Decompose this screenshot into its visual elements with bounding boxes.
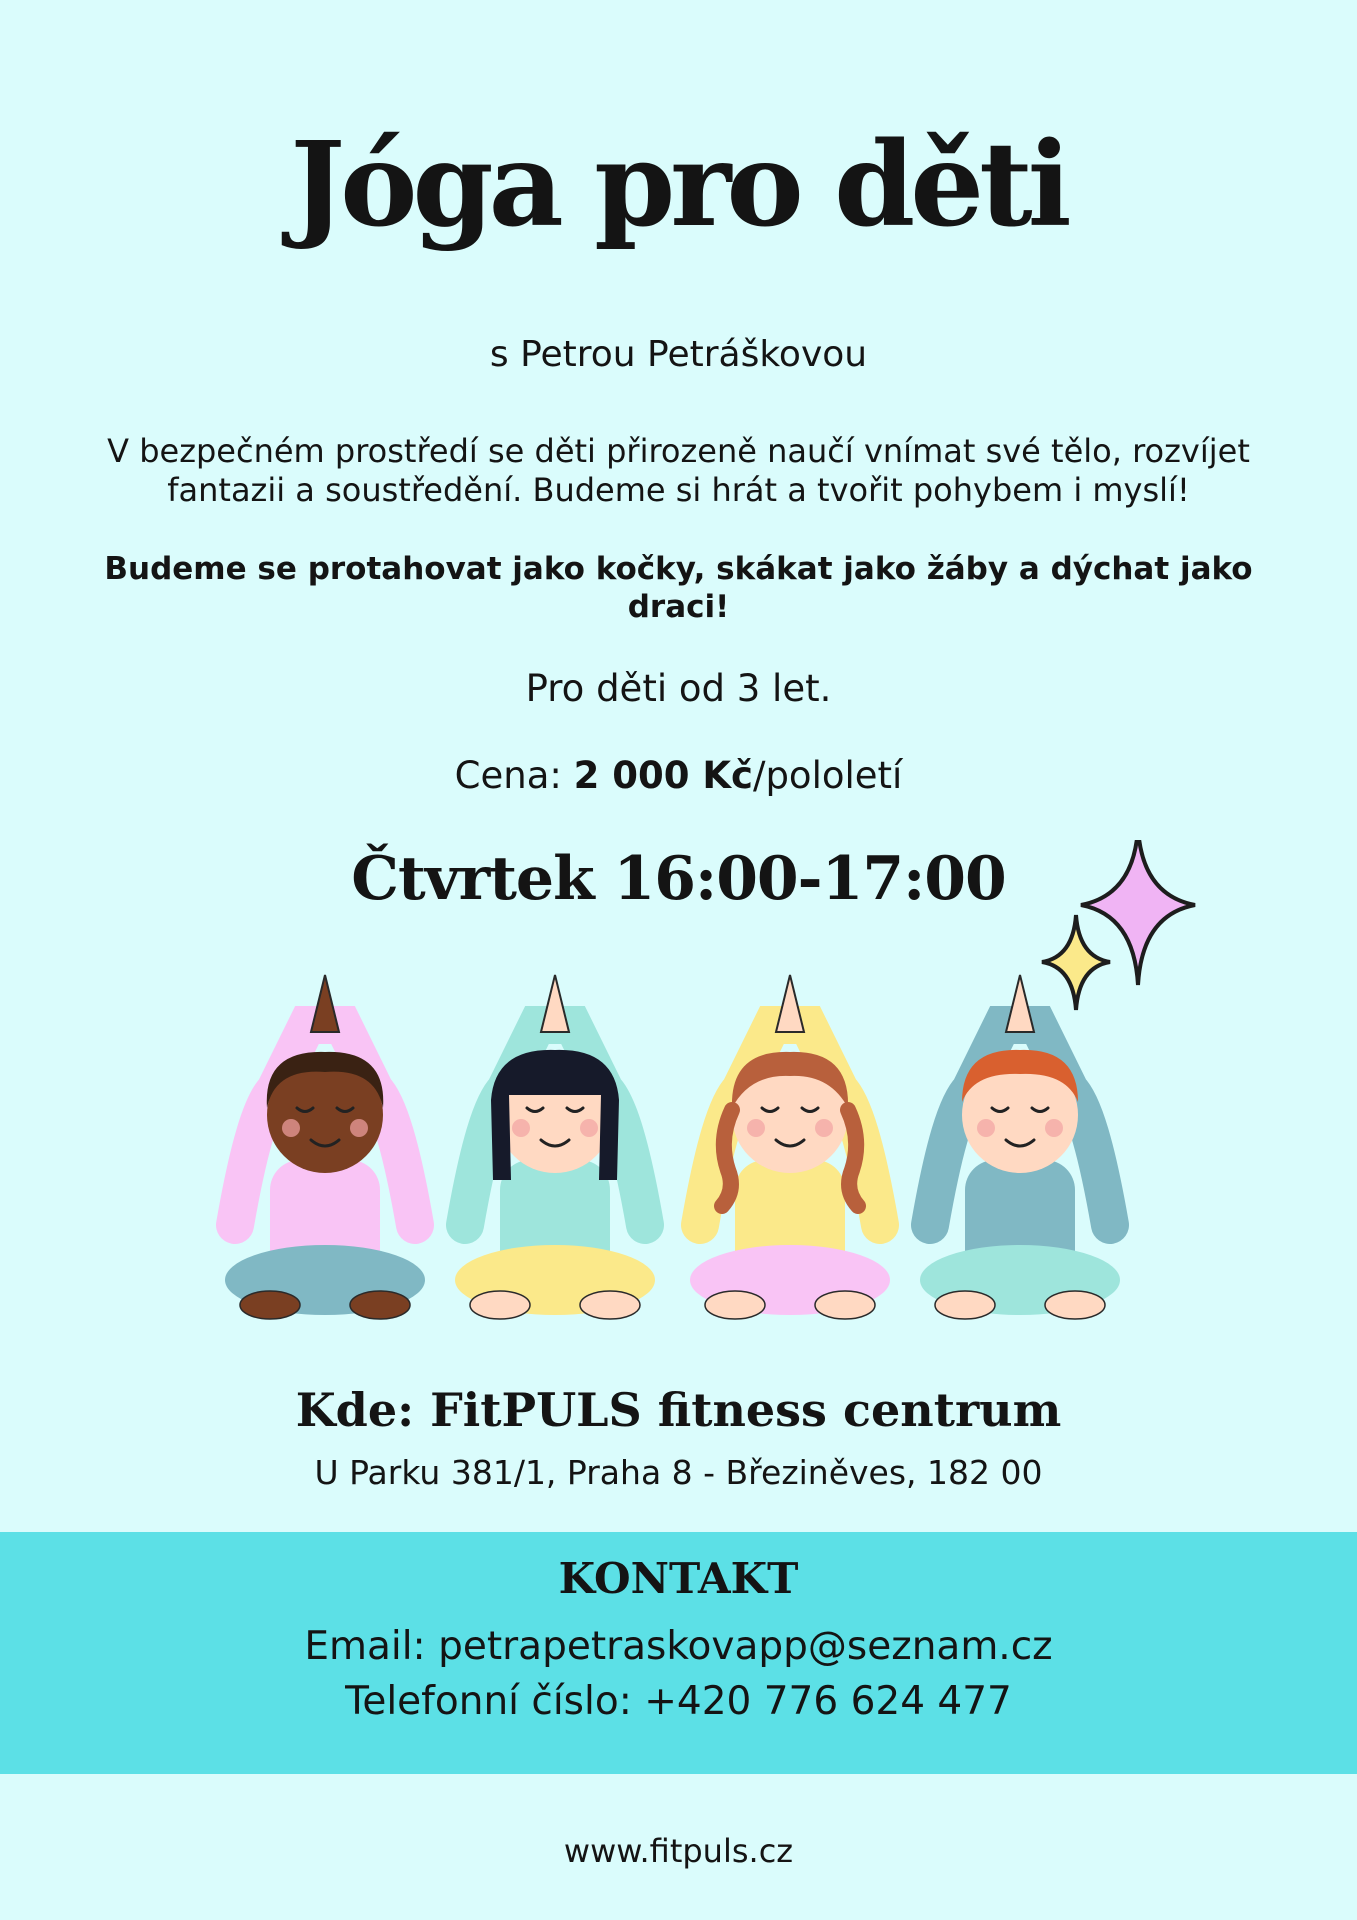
price-period: /pololetí	[752, 754, 903, 797]
description: V bezpečném prostředí se děti přirozeně naučí vnímat své tělo, rozvíjet fantazii a soustředění. Budeme si hrát a tvořit pohybem i myslí!	[107, 432, 1250, 509]
location-title: Kde: FitPULS fitness centrum	[295, 1383, 1062, 1437]
highlight-text: Budeme se protahovat jako kočky, skákat jako žáby a dýchat jako draci!	[104, 551, 1253, 625]
child-figure	[690, 975, 890, 1319]
age-info: Pro děti od 3 let.	[525, 667, 832, 710]
website-link[interactable]: www.fitpuls.cz	[563, 1832, 794, 1870]
schedule-time: Čtvrtek 16:00-17:00	[351, 844, 1006, 914]
contact-phone[interactable]: Telefonní číslo: +420 776 624 477	[345, 1679, 1012, 1724]
instructor-subtitle: s Petrou Petráškovou	[489, 334, 868, 375]
child-figure	[225, 975, 425, 1319]
contact-title: KONTAKT	[558, 1554, 799, 1603]
price-amount: 2 000 Kč	[573, 754, 753, 797]
sparkle-icon	[1042, 915, 1110, 1010]
contact-section	[0, 1532, 1357, 1774]
price-info	[0, 754, 1357, 797]
price-label: Cena:	[454, 754, 574, 797]
location-address: U Parku 381/1, Praha 8 - Březiněves, 182 00	[314, 1453, 1043, 1492]
poster-title: Jóga pro děti	[290, 117, 1067, 253]
child-figure	[920, 975, 1120, 1319]
contact-email[interactable]: Email: petrapetraskovapp@seznam.cz	[304, 1624, 1053, 1669]
child-figure	[455, 975, 655, 1319]
children-yoga-illustration	[200, 840, 1200, 1340]
